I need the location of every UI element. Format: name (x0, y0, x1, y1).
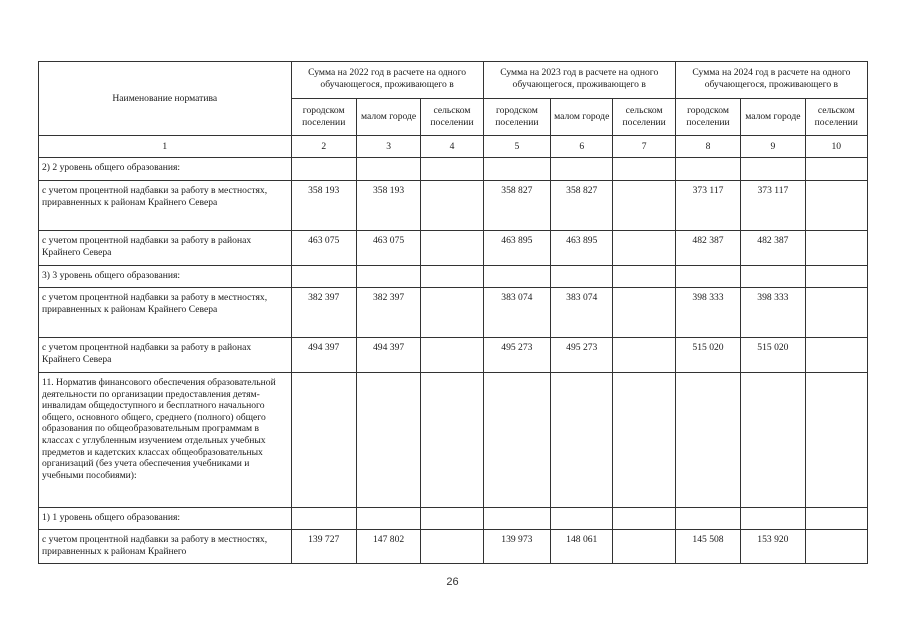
row-label: с учетом процентной надбавки за работу в местностях, приравненных к районам Крайнего Севера (39, 181, 292, 231)
value-cell (421, 158, 483, 181)
column-number: 5 (483, 136, 550, 158)
value-cell: 358 193 (356, 181, 420, 231)
column-number: 9 (741, 136, 805, 158)
value-cell: 153 920 (741, 530, 805, 564)
value-cell (805, 530, 867, 564)
value-cell (805, 288, 867, 338)
value-cell (805, 508, 867, 530)
value-cell (356, 158, 420, 181)
sub-header-small-town: малом городе (356, 99, 420, 136)
value-cell: 495 273 (483, 338, 550, 373)
row-label: с учетом процентной надбавки за работу в районах Крайнего Севера (39, 338, 292, 373)
row-label: 1) 1 уровень общего образования: (39, 508, 292, 530)
column-number: 2 (291, 136, 356, 158)
value-cell (483, 158, 550, 181)
value-cell (613, 158, 675, 181)
value-cell: 398 333 (741, 288, 805, 338)
sub-header-urban: городском поселении (291, 99, 356, 136)
value-cell: 139 727 (291, 530, 356, 564)
table-row (39, 266, 868, 288)
value-cell: 515 020 (741, 338, 805, 373)
group-header-2023: Сумма на 2023 год в расчете на одного обучающегося, проживающего в (483, 62, 675, 99)
value-cell (291, 158, 356, 181)
value-cell (291, 266, 356, 288)
column-number: 6 (551, 136, 613, 158)
value-cell (675, 266, 740, 288)
sub-header-rural: сельском поселении (613, 99, 675, 136)
sub-header-rural: сельском поселении (805, 99, 867, 136)
value-cell (613, 266, 675, 288)
header-row-groups (39, 62, 868, 99)
value-cell (421, 338, 483, 373)
value-cell: 382 397 (291, 288, 356, 338)
column-number: 7 (613, 136, 675, 158)
value-cell (356, 508, 420, 530)
sub-header-urban: городском поселении (675, 99, 740, 136)
value-cell: 373 117 (741, 181, 805, 231)
value-cell (613, 288, 675, 338)
value-cell (741, 266, 805, 288)
value-cell: 383 074 (551, 288, 613, 338)
column-number: 1 (39, 136, 292, 158)
value-cell (483, 266, 550, 288)
value-cell (483, 373, 550, 508)
table-row (39, 181, 868, 231)
sub-header-small-town: малом городе (741, 99, 805, 136)
value-cell (741, 508, 805, 530)
value-cell (421, 231, 483, 266)
value-cell: 358 827 (483, 181, 550, 231)
value-cell (421, 530, 483, 564)
table-row (39, 231, 868, 266)
table-row (39, 530, 868, 564)
value-cell (421, 266, 483, 288)
value-cell: 494 397 (291, 338, 356, 373)
table-row (39, 373, 868, 508)
value-cell (805, 158, 867, 181)
value-cell (356, 266, 420, 288)
value-cell (613, 373, 675, 508)
value-cell (613, 508, 675, 530)
column-number: 3 (356, 136, 420, 158)
value-cell: 147 802 (356, 530, 420, 564)
row-label: 11. Норматив финансового обеспечения образовательной деятельности по организации предоставления детям-инвалидам общедоступного и бесплатного начального общего, основного общего, среднего (полного) общего образования по общеобразовательным программам в классах с углубленным изучением отдельных учебных предметов и кадетских классах общеобразовательных организаций (без учета обеспечения учебниками и учебными пособиями): (39, 373, 292, 508)
group-header-2022: Сумма на 2022 год в расчете на одного обучающегося, проживающего в (291, 62, 483, 99)
value-cell: 494 397 (356, 338, 420, 373)
column-number: 10 (805, 136, 867, 158)
column-number: 4 (421, 136, 483, 158)
value-cell: 358 827 (551, 181, 613, 231)
value-cell: 358 193 (291, 181, 356, 231)
table-row (39, 338, 868, 373)
value-cell (551, 266, 613, 288)
value-cell: 373 117 (675, 181, 740, 231)
value-cell: 398 333 (675, 288, 740, 338)
value-cell: 463 895 (483, 231, 550, 266)
normatives-table (38, 61, 868, 564)
value-cell: 482 387 (741, 231, 805, 266)
value-cell: 515 020 (675, 338, 740, 373)
value-cell: 383 074 (483, 288, 550, 338)
row-label: с учетом процентной надбавки за работу в районах Крайнего Севера (39, 231, 292, 266)
value-cell: 463 895 (551, 231, 613, 266)
value-cell (741, 373, 805, 508)
table-row (39, 158, 868, 181)
column-numbers-row (39, 136, 868, 158)
value-cell (805, 181, 867, 231)
value-cell (613, 530, 675, 564)
value-cell (805, 338, 867, 373)
value-cell (551, 508, 613, 530)
name-column-header: Наименование норматива (39, 62, 292, 136)
value-cell (805, 373, 867, 508)
value-cell: 382 397 (356, 288, 420, 338)
value-cell (551, 158, 613, 181)
table-row (39, 508, 868, 530)
value-cell (741, 158, 805, 181)
value-cell (291, 373, 356, 508)
row-label: 2) 2 уровень общего образования: (39, 158, 292, 181)
row-label: 3) 3 уровень общего образования: (39, 266, 292, 288)
value-cell (421, 288, 483, 338)
value-cell (356, 373, 420, 508)
value-cell (291, 508, 356, 530)
value-cell (421, 373, 483, 508)
value-cell (613, 231, 675, 266)
value-cell (805, 231, 867, 266)
value-cell: 482 387 (675, 231, 740, 266)
row-label: с учетом процентной надбавки за работу в местностях, приравненных к районам Крайнего Севера (39, 288, 292, 338)
value-cell: 145 508 (675, 530, 740, 564)
page-number: 26 (446, 576, 459, 588)
value-cell: 139 973 (483, 530, 550, 564)
table-row (39, 288, 868, 338)
value-cell (675, 508, 740, 530)
value-cell (675, 373, 740, 508)
value-cell: 495 273 (551, 338, 613, 373)
value-cell (805, 266, 867, 288)
value-cell: 463 075 (356, 231, 420, 266)
value-cell (675, 158, 740, 181)
value-cell (551, 373, 613, 508)
value-cell (421, 508, 483, 530)
value-cell (613, 338, 675, 373)
value-cell (421, 181, 483, 231)
value-cell (613, 181, 675, 231)
value-cell: 463 075 (291, 231, 356, 266)
value-cell: 148 061 (551, 530, 613, 564)
row-label: с учетом процентной надбавки за работу в местностях, приравненных к районам Крайнего (39, 530, 292, 564)
sub-header-urban: городском поселении (483, 99, 550, 136)
sub-header-rural: сельском поселении (421, 99, 483, 136)
group-header-2024: Сумма на 2024 год в расчете на одного обучающегося, проживающего в (675, 62, 867, 99)
sub-header-small-town: малом городе (551, 99, 613, 136)
value-cell (483, 508, 550, 530)
column-number: 8 (675, 136, 740, 158)
